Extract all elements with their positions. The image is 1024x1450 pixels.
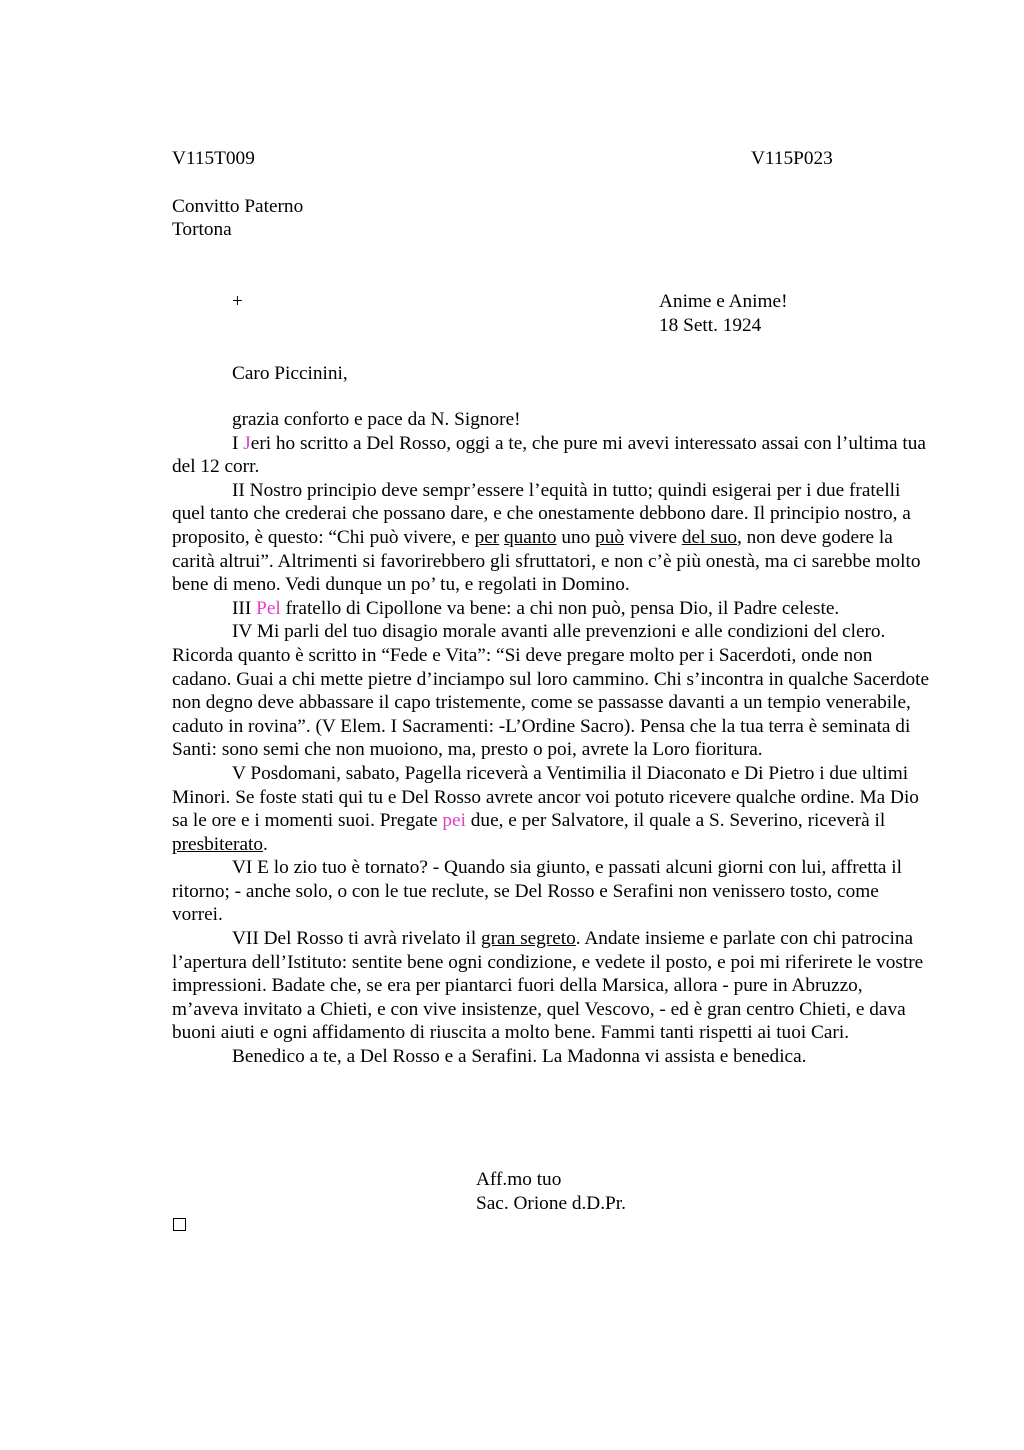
p5-underline: presbiterato [172,833,264,855]
signature-block [476,1168,626,1215]
paragraph-7 [172,927,932,1045]
p3-highlight: Pel [256,597,281,619]
salutation: Caro Piccinini, [232,363,348,384]
p2-underline-4: del suo [681,526,737,548]
p1-rest: eri ho scritto a Del Rosso, oggi a te, che pure mi avevi interessato assai con l’ultima tua del 12 corr. [172,432,926,478]
address-line-1: Convitto Paterno [172,196,304,217]
signature-line-2: Sac. Orione d.D.Pr. [476,1192,626,1214]
closing-paragraph: Benedico a te, a Del Rosso e a Serafini. La Madonna vi assista e benedica. [232,1046,807,1068]
p2-e: , non deve godere la carità altrui”. Altrimenti si favorirebbero gli sfruttatori, e non c’è più onestà, ma ci sarebbe molto bene di meno. Vedi dunque un po’ tu, e regolati in Domino. [172,526,921,596]
p2-underline-1: per [474,526,500,548]
empty-box-icon [173,1218,186,1231]
p5-highlight: pei [442,810,466,832]
p2-underline-2: quanto [504,526,557,548]
p2-d: vivere [623,526,682,548]
letter-date: 18 Sett. 1924 [659,315,762,336]
paragraph-3 [172,597,932,621]
motto: Anime e Anime! [659,291,788,312]
letter-body [172,408,932,1069]
p5-b: due, e per Salvatore, il quale a S. Severino, riceverà il [465,810,886,832]
p5-c: . [263,833,268,855]
paragraph-4: IV Mi parli del tuo disagio morale avanti alle prevenzioni e alle condizioni del clero. Ricorda quanto è scritto in “Fede e Vita”: “Si deve pregare molto per i Sacerdoti, onde non cadano. Guai a chi mette pietre d’inciampo sul loro cammino. Chi s’incontra in qualche Sacerdote non degno deve abbassare il capo tristemente, come se passasse davanti a un tempio venerabile, caduto in rovina”. (V Elem. I Sacramenti: -L’Ordine Sacro). Pensa che la tua terra è seminata di Santi: sono semi che non muoiono, ma, presto o poi, avrete la Loro fioritura. [172,621,930,761]
paragraph-2 [172,479,932,597]
paragraph-5 [172,762,932,856]
p7-b: . Andate insieme e parlate con chi patrocina l’apertura dell’Istituto: sentite bene ogni condizione, e vedete il posto, e poi mi riferirete le vostre impressioni. Badate che, se era per piantarci fuori della Marsica, allora - pure in Abruzzo, m’aveva invitato a Chieti, e con vive insistenze, quel Vescovo, - ed è gran centro Chieti, e dava buoni aiuti e ogni affidamento di riuscita a molto bene. Fammi tanti rispetti ai tuoi Cari. [172,928,924,1044]
p2-a: II Nostro principio deve sempr’essere l’equità in tutto; quindi esigerai per i due fratelli quel tanto che crederai che possano dare, e che onestamente debbono dare. Il principio nostro, a proposito, è questo: “Chi può vivere, e [172,479,911,548]
p1-pre: I [232,432,244,454]
p7-underline: gran segreto [481,928,576,950]
address-line-2: Tortona [172,219,232,240]
p3-rest: fratello di Cipollone va bene: a chi non può, pensa Dio, il Padre celeste. [280,597,840,619]
cross-symbol: + [232,291,243,312]
p7-a: VII Del Rosso ti avrà rivelato il [232,928,481,950]
p2-underline-3: può [595,526,624,548]
signature-line-1: Aff.mo tuo [476,1169,562,1190]
p2-c: uno [556,526,596,548]
p1-highlight: J [243,432,251,454]
right-code: V115P023 [751,148,833,169]
paragraph-1 [172,432,932,479]
greeting: grazia conforto e pace da N. Signore! [232,409,521,430]
left-code: V115T009 [172,148,255,169]
p3-pre: III [232,597,257,619]
paragraph-6: VI E lo zio tuo è tornato? - Quando sia giunto, e passati alcuni giorni con lui, affretta il ritorno; - anche solo, o con le tue reclute, se Del Rosso e Serafini non venissero tosto, come vorrei. [172,857,903,926]
p5-a: V Posdomani, sabato, Pagella riceverà a Ventimilia il Diaconato e Di Pietro i due ultimi Minori. Se foste stati qui tu e Del Rosso avrete ancor voi potuto ricevere qualche ordine. Ma Dio sa le ore e i momenti suoi. Pregate [172,762,919,832]
